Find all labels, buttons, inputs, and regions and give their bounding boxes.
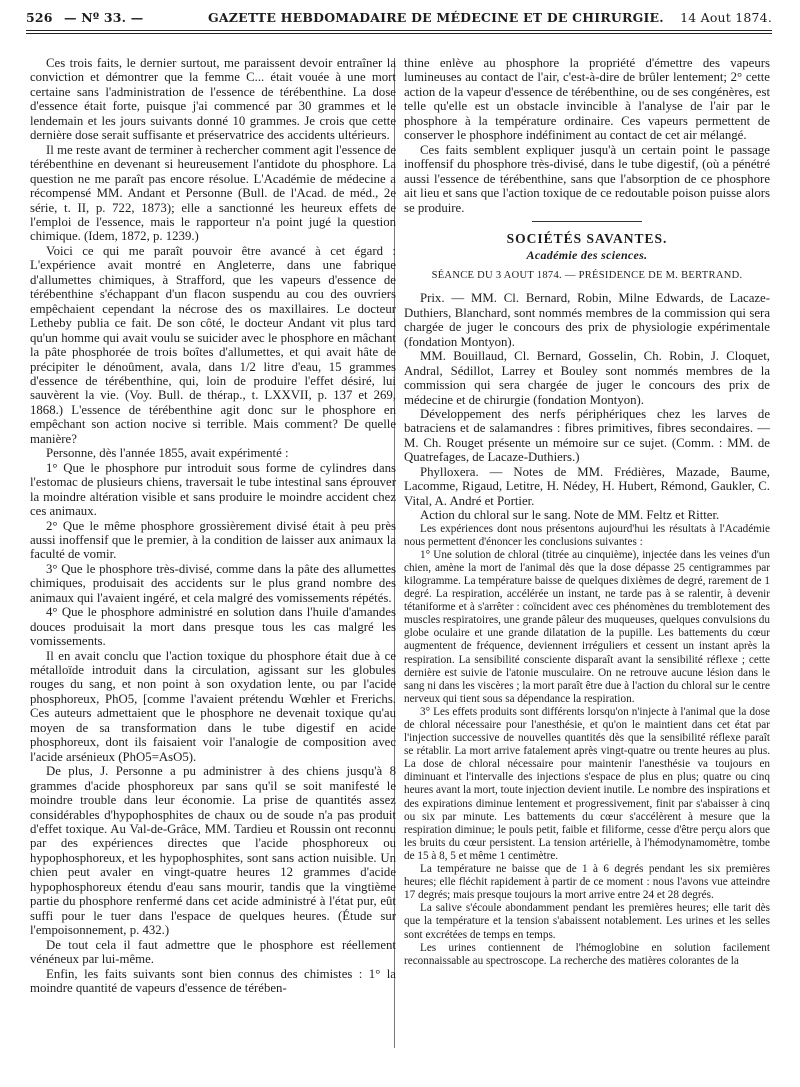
header-rule — [26, 30, 772, 31]
small-print-block — [404, 523, 770, 968]
section-separator — [532, 221, 642, 222]
paragraph: 3° Les effets produits sont différents lorsqu'on n'injecte à l'animal que la dose de chloral nécessaire pour l'anesthésie, et qu'on le maintient dans cet état par l'injection successive de nouvelles quantités dès que la sensibilité réflexe paraît se rétablir. La mort arrive fatalement après vingt-quatre ou trente heures au plus. La dose de chloral nécessaire pour maintenir l'anesthésie va toujours en diminuant et l'intervalle des injections s'espace de plus en plus; quatre ou cinq heures avant la mort, toute injection devient inutile. Le nombre des inspirations et des expirations diminue lentement et progressivement, finit par s'abaisser à cinq ou six par minute. Les battements du cœur s'accélèrent à mesure que la respiration diminue; le pouls petit, faible et filiforme, cesse d'être perçu alors que les bruits du cœur persistent. La tension artérielle, à l'hémodynamomètre, tombe de 15 à 8, 5 et même 1 centimètre. — [404, 705, 770, 862]
paragraph: 1° Que le phosphore pur introduit sous forme de cylindres dans l'estomac de plusieurs chiens, traversait le tube intestinal sans éprouver la moindre altération visible et sans produire le moindre accident chez ces animaux. — [30, 460, 396, 519]
right-column — [404, 56, 770, 968]
paragraph: Prix. — MM. Cl. Bernard, Robin, Milne Edwards, de Lacaze-Duthiers, Blanchard, sont nommés membres de la commission qui sera chargée de juger le concours des prix de physiologie expérimentale (fondation Montyon). — [404, 291, 770, 349]
left-column — [30, 56, 396, 995]
journal-title: GAZETTE HEBDOMADAIRE DE MÉDECINE ET DE CHIRURGIE. — [208, 10, 664, 25]
paragraph: Il en avait conclu que l'action toxique du phosphore était due à ce métalloïde introduit dans la circulation, agissant sur les globules rouges du sang, et non point à son oxydation lente, ou par l'acide phosphoreux, PhO5, [comme l'avaient prétendu Wœhler et Frerichs. Ces auteurs admettaient que le phosphore ne devenait toxique qu'au moyen de sa transformation dans le tube digestif en acide phosphoreux, dont ils faisaient voir l'analogie de composition avec l'acide arsénieux (PhO5=AsO5). — [30, 648, 396, 764]
paragraph: Les expériences dont nous présentons aujourd'hui les résultats à l'Académie nous permettent d'énoncer les conclusions suivantes : — [404, 522, 770, 548]
paragraph: Action du chloral sur le sang. Note de MM. Feltz et Ritter. — [420, 508, 720, 523]
paragraph: Les urines contiennent de l'hémoglobine en solution facilement reconnaissable au spectroscope. La recherche des matières colorantes de la — [404, 941, 770, 967]
paragraph: Enfin, les faits suivants sont bien connus des chimistes : 1° la moindre quantité de vapeurs d'essence de térében- — [30, 966, 396, 995]
issue-date: 14 Aout 1874. — [680, 10, 772, 25]
paragraph: Développement des nerfs périphériques chez les larves de batraciens et de salamandres : fibres primitives, fibres secondaires. — M. Ch. Rouget présente un mémoire sur ce sujet. (Comm. : MM. de Quatrefages, de Lacaze-Duthiers.) — [404, 406, 770, 465]
section-subtitle: Académie des sciences. — [526, 248, 648, 263]
paragraph: 1° Une solution de chloral (titrée au cinquième), injectée dans les veines d'un chien, amène la mort de l'animal dès que la dose dépasse 25 centigrammes par kilogramme. La température baisse de quelques dixièmes de degré, rarement de 1 degré. La respiration, accélérée un instant, ne tarde pas à se ralentir, à devenir tétaniforme et à s'arrêter : coïncident avec ces phénomènes du tremblotement des muscles respiratoires, une grande pâleur des muqueuses, quelques convulsions du globe oculaire et une grande dilatation de la pupille. Les battements du cœur augmentent de fréquence, deviennent irréguliers et cessent un instant après la respiration. La sensibilité consciente disparaît avant la sensibilité réflexe ; cette dernière est suivie de l'atonie musculaire. On ne retrouve aucune lésion dans le sang ni dans les viscères ; la mort paraît être due à l'action du chloral sur le centre nerveux qui tient sous sa dépendance la respiration. — [404, 548, 770, 705]
paragraph: De plus, J. Personne a pu administrer à des chiens jusqu'à 8 grammes d'acide phosphoreux par sans qu'il se soit manifesté le moindre trouble dans leur économie. La prise de quantités assez considérables d'hypophosphites de chaux ou de soude n'a pas produit d'effet toxique. Au Val-de-Grâce, MM. Tardieu et Roussin ont reconnu par des expériences directes que l'acide phosphoreux ou hypophosphoreux, et les hypophosphites, sont sans action nuisible. Un chien peut avaler en vingt-quatre heures 12 grammes d'acide hypophosphoreux étendu d'eau sans mourir, tandis que la vingtième partie du phosphore renfermé dans cet acide administré à l'état pur, eût suffi pour le tuer dans l'espace de quelques heures. (Étude sur l'empoisonnement, p. 432.) — [30, 764, 396, 938]
page-number: 526 — [26, 10, 53, 25]
paragraph: Voici ce qui me paraît pouvoir être avancé à cet égard : L'expérience avait montré en Angleterre, dans une fabrique d'allumettes chimiques, à Strafford, que les vapeurs d'essence de térébenthine s'échappant d'un flacon suspendu au cou des ouvriers empêchaient cependant la nécrose des os maxillaires. Le docteur Letheby publia ce fait. De son côté, le docteur Andant vit plus tard qu'un homme qui avait voulu se suicider avec le phosphore en mâchant la pâte phosphorée de trois boîtes d'allumettes, et qui avait hâte de précipiter le dénoûment, avala, dans 1/2 litre d'eau, 15 grammes d'essence de térébenthine, qui, loin de produire l'effet désiré, lui sauvèrent la vie. (Voy. Bull. de thérap., t. LXXVII, p. 137 et 269, 1868.) L'essence de térébenthine agit donc sur le phosphore en empêchant son action nocive si terrible. Mais comment? De quelle manière? — [30, 243, 396, 446]
paragraph: thine enlève au phosphore la propriété d'émettre des vapeurs lumineuses au contact de l'air, c'est-à-dire de brûler lentement; 2° cette action de la vapeur d'essence de térébenthine, ou de ses congénères, est telle qu'elle est un obstacle invincible à l'analyse de l'air par le phosphore à la température ordinaire. Ces vapeurs permettent de conserver le phosphore indéfiniment au contact de cet air mélangé. — [404, 56, 770, 143]
section-title: SOCIÉTÉS SAVANTES. — [506, 230, 668, 246]
issue-number: — Nº 33. — — [64, 10, 144, 25]
paragraph: MM. Bouillaud, Cl. Bernard, Gosselin, Ch. Robin, J. Cloquet, Andral, Sédillot, Larrey et Bouley sont nommés membres de la commission qui sera chargée de juger le concours des prix de médecine et de chirurgie (fondation Montyon). — [404, 349, 770, 407]
paragraph: La température ne baisse que de 1 à 6 degrés pendant les six premières heures; elle fléchit rapidement à partir de ce moment : nous l'avons vue atteindre 17 degrés; mais presque toujours la mort arrive entre 24 et 28 degrés. — [404, 863, 770, 902]
paragraph: De tout cela il faut admettre que le phosphore est réellement vénéneux par lui-même. — [30, 937, 396, 967]
paragraph: La salive s'écoule abondamment pendant les premières heures; elle tarit dès que la température et la tension s'abaissent notablement. Les urines et les selles sont excrétées de temps en temps. — [404, 902, 770, 941]
paragraph: Ces faits semblent expliquer jusqu'à un certain point le passage inoffensif du phosphore très-divisé, dans le tube digestif, (où a pénétré aussi l'essence de térébenthine, sans que l'absorption de ce phosphore ait lieu et sans que l'action toxique de ce redoutable poison puisse alors se produire. — [404, 142, 770, 215]
paragraph: 4° Que le phosphore administré en solution dans l'huile d'amandes douces produisait la mort dans presque tous les cas malgré les vomissements. — [30, 605, 396, 649]
paragraph: Ces trois faits, le dernier surtout, me paraissent devoir entraîner la conviction et démontrer que la femme C... était vouée à une mort certaine sans l'administration de l'essence de térébenthine. La dose d'essence était forte, puisque j'ai commencé par 30 grammes et le lendemain et les jours suivants donné 10 grammes. Je crois que cette dernière dose serait suffisante et préservatrice des accidents ultérieurs. — [30, 56, 396, 143]
paragraph: Personne, dès l'année 1855, avait expérimenté : — [46, 446, 289, 461]
page-header — [26, 4, 772, 32]
paragraph: Phylloxera. — Notes de MM. Frédières, Mazade, Baume, Lacomme, Rigaud, Letitre, H. Nédey, H. Hubert, Rémond, Gaukler, C. Vital, A. André et Portier. — [404, 464, 770, 508]
paragraph: 2° Que le même phosphore grossièrement divisé était à peu près aussi inoffensif que le premier, à la condition de laisser aux animaux la faculté de vomir. — [30, 518, 396, 562]
header-rule-thin — [26, 33, 772, 34]
paragraph: Il me reste avant de terminer à rechercher comment agit l'essence de térébenthine en devenant si heureusement l'antidote du phosphore. La question ne me paraît pas encore résolue. L'Académie de médecine a récompensé MM. Andant et Personne (Bull. de l'Acad. de méd., 2e série, t. II, p. 722, 1873); elle a sanctionné les heureux effets de l'emploi de l'essence, mais le rapporteur n'a point jugé la question chimique. (Idem, 1872, p. 1239.) — [30, 142, 396, 244]
seance-line: SÉANCE DU 3 AOUT 1874. — PRÉSIDENCE DE M. BERTRAND. — [431, 269, 743, 281]
paragraph: 3° Que le phosphore très-divisé, comme dans la pâte des allumettes chimiques, produisait des accidents sur le plus grand nombre des animaux qui l'avaient ingéré, et cela malgré des vomissements répétés. — [30, 561, 396, 605]
